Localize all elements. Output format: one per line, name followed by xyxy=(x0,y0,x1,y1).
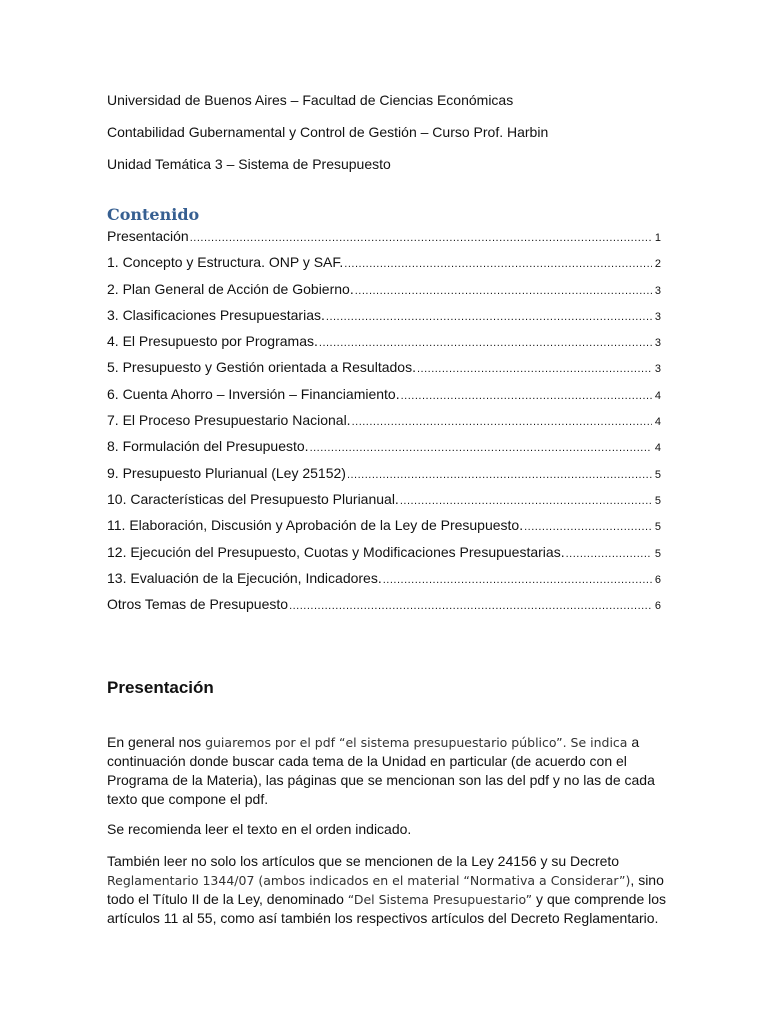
toc-entry-title: 7. El Proceso Presupuestario Nacional. xyxy=(107,412,351,429)
toc-entry[interactable] xyxy=(107,333,661,359)
toc-leader-dots xyxy=(355,285,652,297)
reading-paragraph xyxy=(107,852,667,928)
table-of-contents xyxy=(107,228,661,622)
toc-leader-dots xyxy=(524,521,652,533)
toc-entry-page: 5 xyxy=(654,547,661,560)
toc-heading: Contenido xyxy=(107,205,200,224)
header-university: Universidad de Buenos Aires – Facultad de Ciencias Económicas xyxy=(107,92,514,108)
toc-entry-title: 9. Presupuesto Plurianual (Ley 25152) xyxy=(107,464,346,481)
toc-entry[interactable] xyxy=(107,438,661,464)
toc-entry-title: 12. Ejecución del Presupuesto, Cuotas y Modificaciones Presupuestarias. xyxy=(107,543,565,560)
toc-entry-title: Otros Temas de Presupuesto xyxy=(107,596,289,613)
toc-leader-dots xyxy=(289,600,652,612)
toc-entry-title: 10. Características del Presupuesto Plurianual. xyxy=(107,490,399,507)
toc-entry-page: 3 xyxy=(654,337,661,350)
intro-part-a: En general nos xyxy=(107,734,206,750)
toc-entry-title: 2. Plan General de Acción de Gobierno. xyxy=(107,280,354,297)
reading-part-d: “Del Sistema Presupuestario” xyxy=(347,892,533,907)
toc-entry[interactable] xyxy=(107,544,661,570)
toc-entry[interactable] xyxy=(107,254,661,280)
toc-entry[interactable] xyxy=(107,517,661,543)
toc-leader-dots xyxy=(400,495,652,507)
toc-entry-page: 6 xyxy=(654,573,661,586)
reading-part-b: Reglamentario 1344/07 (ambos indicados en el material “Normativa a Considerar”) xyxy=(107,873,631,888)
toc-entry-title: 4. El Presupuesto por Programas. xyxy=(107,333,318,350)
toc-entry-page: 5 xyxy=(654,468,661,481)
reading-part-e: y que comprende los artículos 11 al 55, como así también los respectivos artículos del Decreto Reglamentario. xyxy=(107,891,667,926)
toc-entry-page: 4 xyxy=(654,416,661,429)
toc-entry-page: 1 xyxy=(654,232,661,244)
toc-entry-page: 3 xyxy=(654,363,661,376)
toc-leader-dots xyxy=(401,390,652,402)
toc-leader-dots xyxy=(566,548,652,560)
reading-part-c: , sino todo el Título II de la Ley, denominado xyxy=(107,872,664,907)
toc-entry[interactable] xyxy=(107,228,661,254)
toc-entry-title: 3. Clasificaciones Presupuestarias. xyxy=(107,306,325,323)
toc-leader-dots xyxy=(417,363,652,375)
toc-entry[interactable] xyxy=(107,596,661,622)
toc-entry[interactable] xyxy=(107,386,661,412)
toc-leader-dots xyxy=(344,258,652,270)
recommendation-paragraph: Se recomienda leer el texto en el orden indicado. xyxy=(107,821,412,837)
toc-entry-title: 1. Concepto y Estructura. ONP y SAF. xyxy=(107,254,344,271)
toc-entry[interactable] xyxy=(107,281,661,307)
toc-entry-title: 13. Evaluación de la Ejecución, Indicadores. xyxy=(107,569,382,586)
toc-entry-page: 5 xyxy=(654,521,661,534)
toc-entry-page: 3 xyxy=(654,310,661,323)
toc-entry-title: 5. Presupuesto y Gestión orientada a Resultados. xyxy=(107,359,416,376)
toc-leader-dots xyxy=(310,442,652,454)
toc-leader-dots xyxy=(319,337,652,349)
toc-leader-dots xyxy=(347,469,652,481)
header-unit: Unidad Temática 3 – Sistema de Presupuesto xyxy=(107,156,391,172)
section-heading: Presentación xyxy=(107,678,214,697)
toc-entry-page: 3 xyxy=(654,284,661,297)
intro-paragraph xyxy=(107,733,667,809)
toc-entry[interactable] xyxy=(107,359,661,385)
toc-entry-page: 6 xyxy=(654,600,661,613)
toc-entry[interactable] xyxy=(107,570,661,596)
toc-entry-page: 4 xyxy=(654,442,661,455)
intro-part-b: guiaremos por el pdf “el sistema presupuestario público”. Se indica xyxy=(205,735,628,750)
header-course: Contabilidad Gubernamental y Control de Gestión – Curso Prof. Harbin xyxy=(107,124,549,140)
intro-part-c: a continuación donde buscar cada tema de la Unidad en particular (de acuerdo con el Programa de la Materia), las páginas que se mencionan son las del pdf y no las de cada texto que compone el pdf. xyxy=(107,734,655,807)
toc-entry-title: Presentación xyxy=(107,228,189,244)
toc-entry-page: 4 xyxy=(654,389,661,402)
toc-entry[interactable] xyxy=(107,491,661,517)
toc-entry-page: 5 xyxy=(654,494,661,507)
toc-entry[interactable] xyxy=(107,465,661,491)
toc-entry-title: 6. Cuenta Ahorro – Inversión – Financiamiento. xyxy=(107,385,400,402)
toc-leader-dots xyxy=(383,574,652,586)
toc-leader-dots xyxy=(326,311,652,323)
toc-entry[interactable] xyxy=(107,307,661,333)
toc-entry-title: 11. Elaboración, Discusión y Aprobación de la Ley de Presupuesto. xyxy=(107,517,524,534)
reading-part-a: También leer no solo los artículos que se mencionen de la Ley 24156 y su Decreto xyxy=(107,853,620,869)
toc-leader-dots xyxy=(190,232,652,244)
toc-entry-page: 2 xyxy=(654,258,661,271)
toc-leader-dots xyxy=(352,416,652,428)
toc-entry-title: 8. Formulación del Presupuesto. xyxy=(107,438,309,455)
toc-entry[interactable] xyxy=(107,412,661,438)
